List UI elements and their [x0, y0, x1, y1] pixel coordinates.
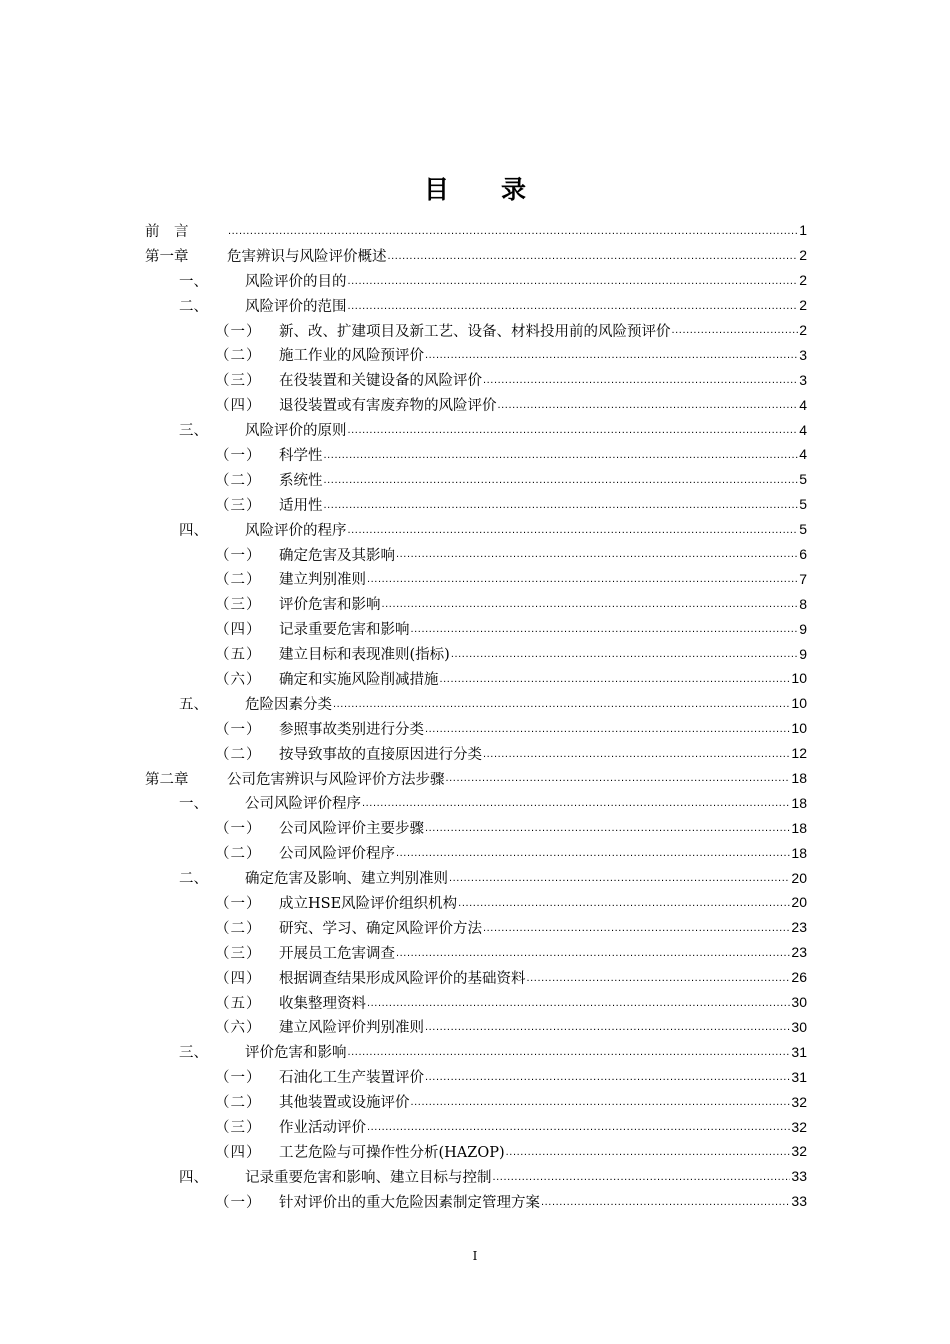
toc-entry[interactable] [145, 318, 807, 343]
toc-entry-page: 32 [791, 1093, 807, 1110]
toc-leader-dots [493, 1171, 791, 1189]
toc-entry-number: （二） [215, 348, 262, 365]
toc-entry-number: 第二章 [145, 771, 189, 788]
toc-entry-number: （一） [215, 1194, 262, 1211]
toc-entry[interactable] [145, 1039, 807, 1064]
toc-entry-label: 系统性 [279, 472, 323, 489]
toc-entry-label: 记录重要危害和影响、建立目标与控制 [245, 1169, 492, 1186]
toc-entry[interactable] [145, 1164, 807, 1189]
toc-entry[interactable] [145, 840, 807, 865]
toc-entry[interactable] [145, 591, 807, 616]
toc-leader-dots [367, 1121, 790, 1139]
toc-entry-number: （一） [215, 547, 262, 564]
toc-entry[interactable] [145, 467, 807, 492]
toc-entry-label: 公司风险评价程序 [245, 796, 361, 813]
toc-leader-dots [451, 648, 798, 666]
toc-leader-dots [411, 623, 799, 641]
toc-entry-page: 12 [791, 745, 807, 762]
toc-entry-label: 石油化工生产装置评价 [279, 1070, 424, 1087]
toc-entry-label: 公司风险评价程序 [279, 846, 395, 863]
toc-entry[interactable] [145, 691, 807, 716]
toc-leader-dots [362, 797, 790, 815]
toc-leader-dots [425, 723, 790, 741]
toc-entry-label: 建立风险评价判别准则 [279, 1020, 424, 1037]
toc-entry-number: （三） [215, 373, 262, 390]
toc-entry-label: 公司风险评价主要步骤 [279, 821, 424, 838]
toc-entry-number: （一） [215, 1070, 262, 1087]
toc-entry[interactable] [145, 741, 807, 766]
toc-entry[interactable] [145, 367, 807, 392]
toc-entry-page: 18 [791, 770, 807, 787]
toc-entry-page: 30 [791, 1018, 807, 1035]
toc-leader-dots [425, 1021, 790, 1039]
toc-entry-number: （六） [215, 671, 262, 688]
toc-entry[interactable] [145, 243, 807, 268]
toc-entry-label: 风险评价的原则 [245, 423, 347, 440]
toc-entry-label: 风险评价的程序 [245, 522, 347, 539]
toc-entry-page: 20 [791, 894, 807, 911]
toc-entry-label: 在役装置和关键设备的风险评价 [279, 373, 482, 390]
toc-entry[interactable] [145, 1114, 807, 1139]
toc-entry[interactable] [145, 218, 807, 243]
toc-entry-label: 退役装置或有害废弃物的风险评价 [279, 398, 497, 415]
toc-entry-label: 评价危害和影响 [279, 597, 381, 614]
toc-entry-page: 23 [791, 944, 807, 961]
toc-entry-number: 二、 [179, 298, 208, 315]
toc-entry[interactable] [145, 1015, 807, 1040]
toc-entry-page: 20 [791, 869, 807, 886]
toc-entry[interactable] [145, 1139, 807, 1164]
toc-entry-number: （一） [215, 895, 262, 912]
toc-entry-page: 4 [799, 446, 807, 463]
toc-entry-number: （六） [215, 1020, 262, 1037]
toc-entry-page: 31 [791, 1068, 807, 1085]
toc-entry-page: 8 [799, 595, 807, 612]
toc-leader-dots [333, 698, 790, 716]
toc-entry[interactable] [145, 417, 807, 442]
toc-title-char-1: 目 [423, 175, 449, 204]
toc-leader-dots [388, 250, 799, 268]
toc-entry-page: 33 [791, 1168, 807, 1185]
toc-entry-label: 适用性 [279, 497, 323, 514]
toc-entry-label: 风险评价的范围 [245, 298, 347, 315]
toc-entry[interactable] [145, 442, 807, 467]
toc-entry-page: 4 [799, 396, 807, 413]
toc-entry-page: 23 [791, 919, 807, 936]
toc-entry-page: 26 [791, 969, 807, 986]
toc-entry[interactable] [145, 666, 807, 691]
toc-leader-dots [324, 474, 799, 492]
toc-entry[interactable] [145, 342, 807, 367]
toc-entry-page: 9 [799, 645, 807, 662]
toc-leader-dots [348, 1046, 791, 1064]
toc-entry-label: 工艺危险与可操作性分析(HAZOP) [279, 1144, 505, 1161]
toc-entry-label: 按导致事故的直接原因进行分类 [279, 746, 482, 763]
toc-leader-dots [425, 349, 798, 367]
toc-entry-page: 9 [799, 620, 807, 637]
toc-entry-number: 一、 [179, 273, 208, 290]
toc-entry[interactable] [145, 616, 807, 641]
toc-entry-label: 危害辨识与风险评价概述 [227, 248, 387, 265]
toc-entry[interactable] [145, 517, 807, 542]
toc-entry-number: （二） [215, 1095, 262, 1112]
toc-entry-number: （三） [215, 597, 262, 614]
toc-entry-label: 针对评价出的重大危险因素制定管理方案 [279, 1194, 540, 1211]
toc-entry-page: 2 [799, 272, 807, 289]
toc-leader-dots [396, 548, 798, 566]
toc-leader-dots [348, 300, 799, 318]
toc-entry[interactable] [145, 492, 807, 517]
toc-leader-dots [483, 922, 790, 940]
toc-entry-page: 3 [799, 346, 807, 363]
toc-entry-page: 5 [799, 471, 807, 488]
toc-leader-dots [348, 275, 799, 293]
toc-entry-page: 6 [799, 546, 807, 563]
toc-leader-dots [425, 822, 790, 840]
toc-leader-dots [396, 847, 790, 865]
toc-leader-dots [506, 1146, 791, 1164]
toc-entry-label: 确定危害及影响、建立判别准则 [245, 871, 448, 888]
toc-leader-dots [348, 524, 799, 542]
toc-entry[interactable] [145, 990, 807, 1015]
toc-entry-number: （一） [215, 323, 262, 340]
toc-leader-dots [672, 324, 799, 342]
toc-entry-number: 三、 [179, 423, 208, 440]
toc-entry-number: （四） [215, 1144, 262, 1161]
toc-entry-label: 开展员工危害调查 [279, 945, 395, 962]
toc-entry-page: 7 [799, 570, 807, 587]
toc-entry[interactable] [145, 1064, 807, 1089]
toc-entry-page: 2 [799, 247, 807, 264]
toc-entry-page: 31 [791, 1043, 807, 1060]
toc-entry[interactable] [145, 716, 807, 741]
toc-entry-label: 科学性 [279, 447, 323, 464]
toc-entry-number: （二） [215, 746, 262, 763]
toc-entry-number: （三） [215, 497, 262, 514]
toc-leader-dots [324, 449, 799, 467]
toc-entry-page: 18 [791, 794, 807, 811]
toc-entry-page: 30 [791, 994, 807, 1011]
toc-leader-dots [446, 772, 791, 790]
toc-entry-number: 第一章 [145, 248, 189, 265]
toc-entry[interactable] [145, 392, 807, 417]
toc-entry-number: （三） [215, 1120, 262, 1136]
toc-entry-page: 10 [791, 720, 807, 737]
toc-entry-page: 18 [791, 819, 807, 836]
toc-entry-label: 作业活动评价 [279, 1120, 366, 1136]
toc-leader-dots [527, 972, 791, 990]
table-of-contents [145, 218, 807, 1214]
toc-entry-page: 1 [799, 222, 807, 239]
toc-leader-dots [425, 1071, 790, 1089]
toc-entry-page: 2 [799, 322, 807, 338]
toc-entry-label: 风险评价的目的 [245, 273, 347, 290]
toc-leader-dots [440, 673, 791, 691]
toc-entry[interactable] [145, 790, 807, 815]
toc-entry[interactable] [145, 1089, 807, 1114]
toc-leader-dots [541, 1196, 790, 1214]
toc-entry-number: 一、 [179, 796, 208, 813]
toc-leader-dots [324, 499, 799, 517]
toc-entry-number: （二） [215, 572, 262, 589]
toc-entry-label: 参照事故类别进行分类 [279, 721, 424, 738]
toc-entry-number: （二） [215, 920, 262, 937]
toc-entry-number: （三） [215, 945, 262, 962]
toc-leader-dots [367, 997, 790, 1015]
toc-entry-number: （四） [215, 622, 262, 639]
toc-entry[interactable] [145, 268, 807, 293]
toc-leader-dots [449, 872, 790, 890]
toc-entry-page: 10 [791, 695, 807, 712]
toc-entry-page: 18 [791, 844, 807, 861]
toc-entry-page: 4 [799, 421, 807, 438]
toc-leader-dots [411, 1096, 791, 1114]
toc-entry-number: （二） [215, 472, 262, 489]
toc-leader-dots [228, 225, 798, 243]
toc-entry-label: 确定危害及其影响 [279, 547, 395, 564]
toc-entry-label: 根据调查结果形成风险评价的基础资料 [279, 970, 526, 987]
toc-entry-label: 新、改、扩建项目及新工艺、设备、材料投用前的风险预评价 [279, 323, 671, 340]
toc-entry-label: 其他装置或设施评价 [279, 1095, 410, 1112]
toc-leader-dots [498, 399, 799, 417]
toc-entry-label: 公司危害辨识与风险评价方法步骤 [227, 771, 445, 788]
toc-entry-number: 五、 [179, 696, 208, 713]
toc-leader-dots [367, 573, 798, 591]
toc-entry-number: 前 言 [145, 223, 189, 240]
toc-title [0, 170, 950, 206]
toc-leader-dots [483, 748, 790, 766]
toc-leader-dots [348, 424, 799, 442]
toc-entry-page: 32 [791, 1118, 807, 1135]
toc-entry[interactable] [145, 1189, 807, 1214]
toc-entry[interactable] [145, 915, 807, 940]
toc-leader-dots [382, 598, 799, 616]
toc-entry-page: 10 [791, 670, 807, 687]
toc-entry-number: （四） [215, 970, 262, 987]
toc-entry-label: 收集整理资料 [279, 995, 366, 1012]
page-number-footer: I [472, 1249, 478, 1263]
toc-entry[interactable] [145, 965, 807, 990]
toc-entry[interactable] [145, 766, 807, 791]
toc-entry-number: 四、 [179, 1169, 208, 1186]
toc-entry[interactable] [145, 566, 807, 591]
toc-entry[interactable] [145, 542, 807, 567]
toc-title-char-2: 录 [501, 175, 527, 204]
toc-entry-label: 研究、学习、确定风险评价方法 [279, 920, 482, 937]
toc-entry-page: 3 [799, 371, 807, 388]
toc-entry-label: 施工作业的风险预评价 [279, 348, 424, 365]
toc-entry-page: 32 [791, 1143, 807, 1160]
toc-entry-number: （一） [215, 447, 262, 464]
toc-entry-number: （五） [215, 647, 262, 664]
toc-entry-page: 5 [799, 521, 807, 538]
toc-entry-label: 建立目标和表现准则(指标) [279, 647, 450, 664]
toc-entry-page: 5 [799, 496, 807, 513]
toc-entry-number: 三、 [179, 1045, 208, 1062]
toc-entry-label: 危险因素分类 [245, 696, 332, 713]
toc-entry-page: 33 [791, 1193, 807, 1210]
toc-entry-label: 记录重要危害和影响 [279, 622, 410, 639]
toc-entry-label: 成立HSE风险评价组织机构 [279, 895, 458, 912]
toc-entry-number: （一） [215, 821, 262, 838]
toc-entry[interactable] [145, 890, 807, 915]
toc-leader-dots [458, 897, 790, 915]
toc-leader-dots [483, 374, 798, 392]
toc-entry-label: 建立判别准则 [279, 572, 366, 589]
toc-entry-number: （一） [215, 721, 262, 738]
toc-entry[interactable] [145, 815, 807, 840]
toc-leader-dots [396, 947, 790, 965]
toc-entry-number: 二、 [179, 871, 208, 888]
toc-entry[interactable] [145, 293, 807, 318]
toc-entry-page: 2 [799, 297, 807, 314]
toc-entry[interactable] [145, 641, 807, 666]
toc-entry-label: 评价危害和影响 [245, 1045, 347, 1062]
toc-entry[interactable] [145, 865, 807, 890]
toc-entry[interactable] [145, 940, 807, 965]
toc-entry-number: （四） [215, 398, 262, 415]
toc-entry-number: （二） [215, 846, 262, 863]
toc-entry-number: 四、 [179, 522, 208, 539]
toc-entry-label: 确定和实施风险削减措施 [279, 671, 439, 688]
toc-entry-number: （五） [215, 995, 262, 1012]
